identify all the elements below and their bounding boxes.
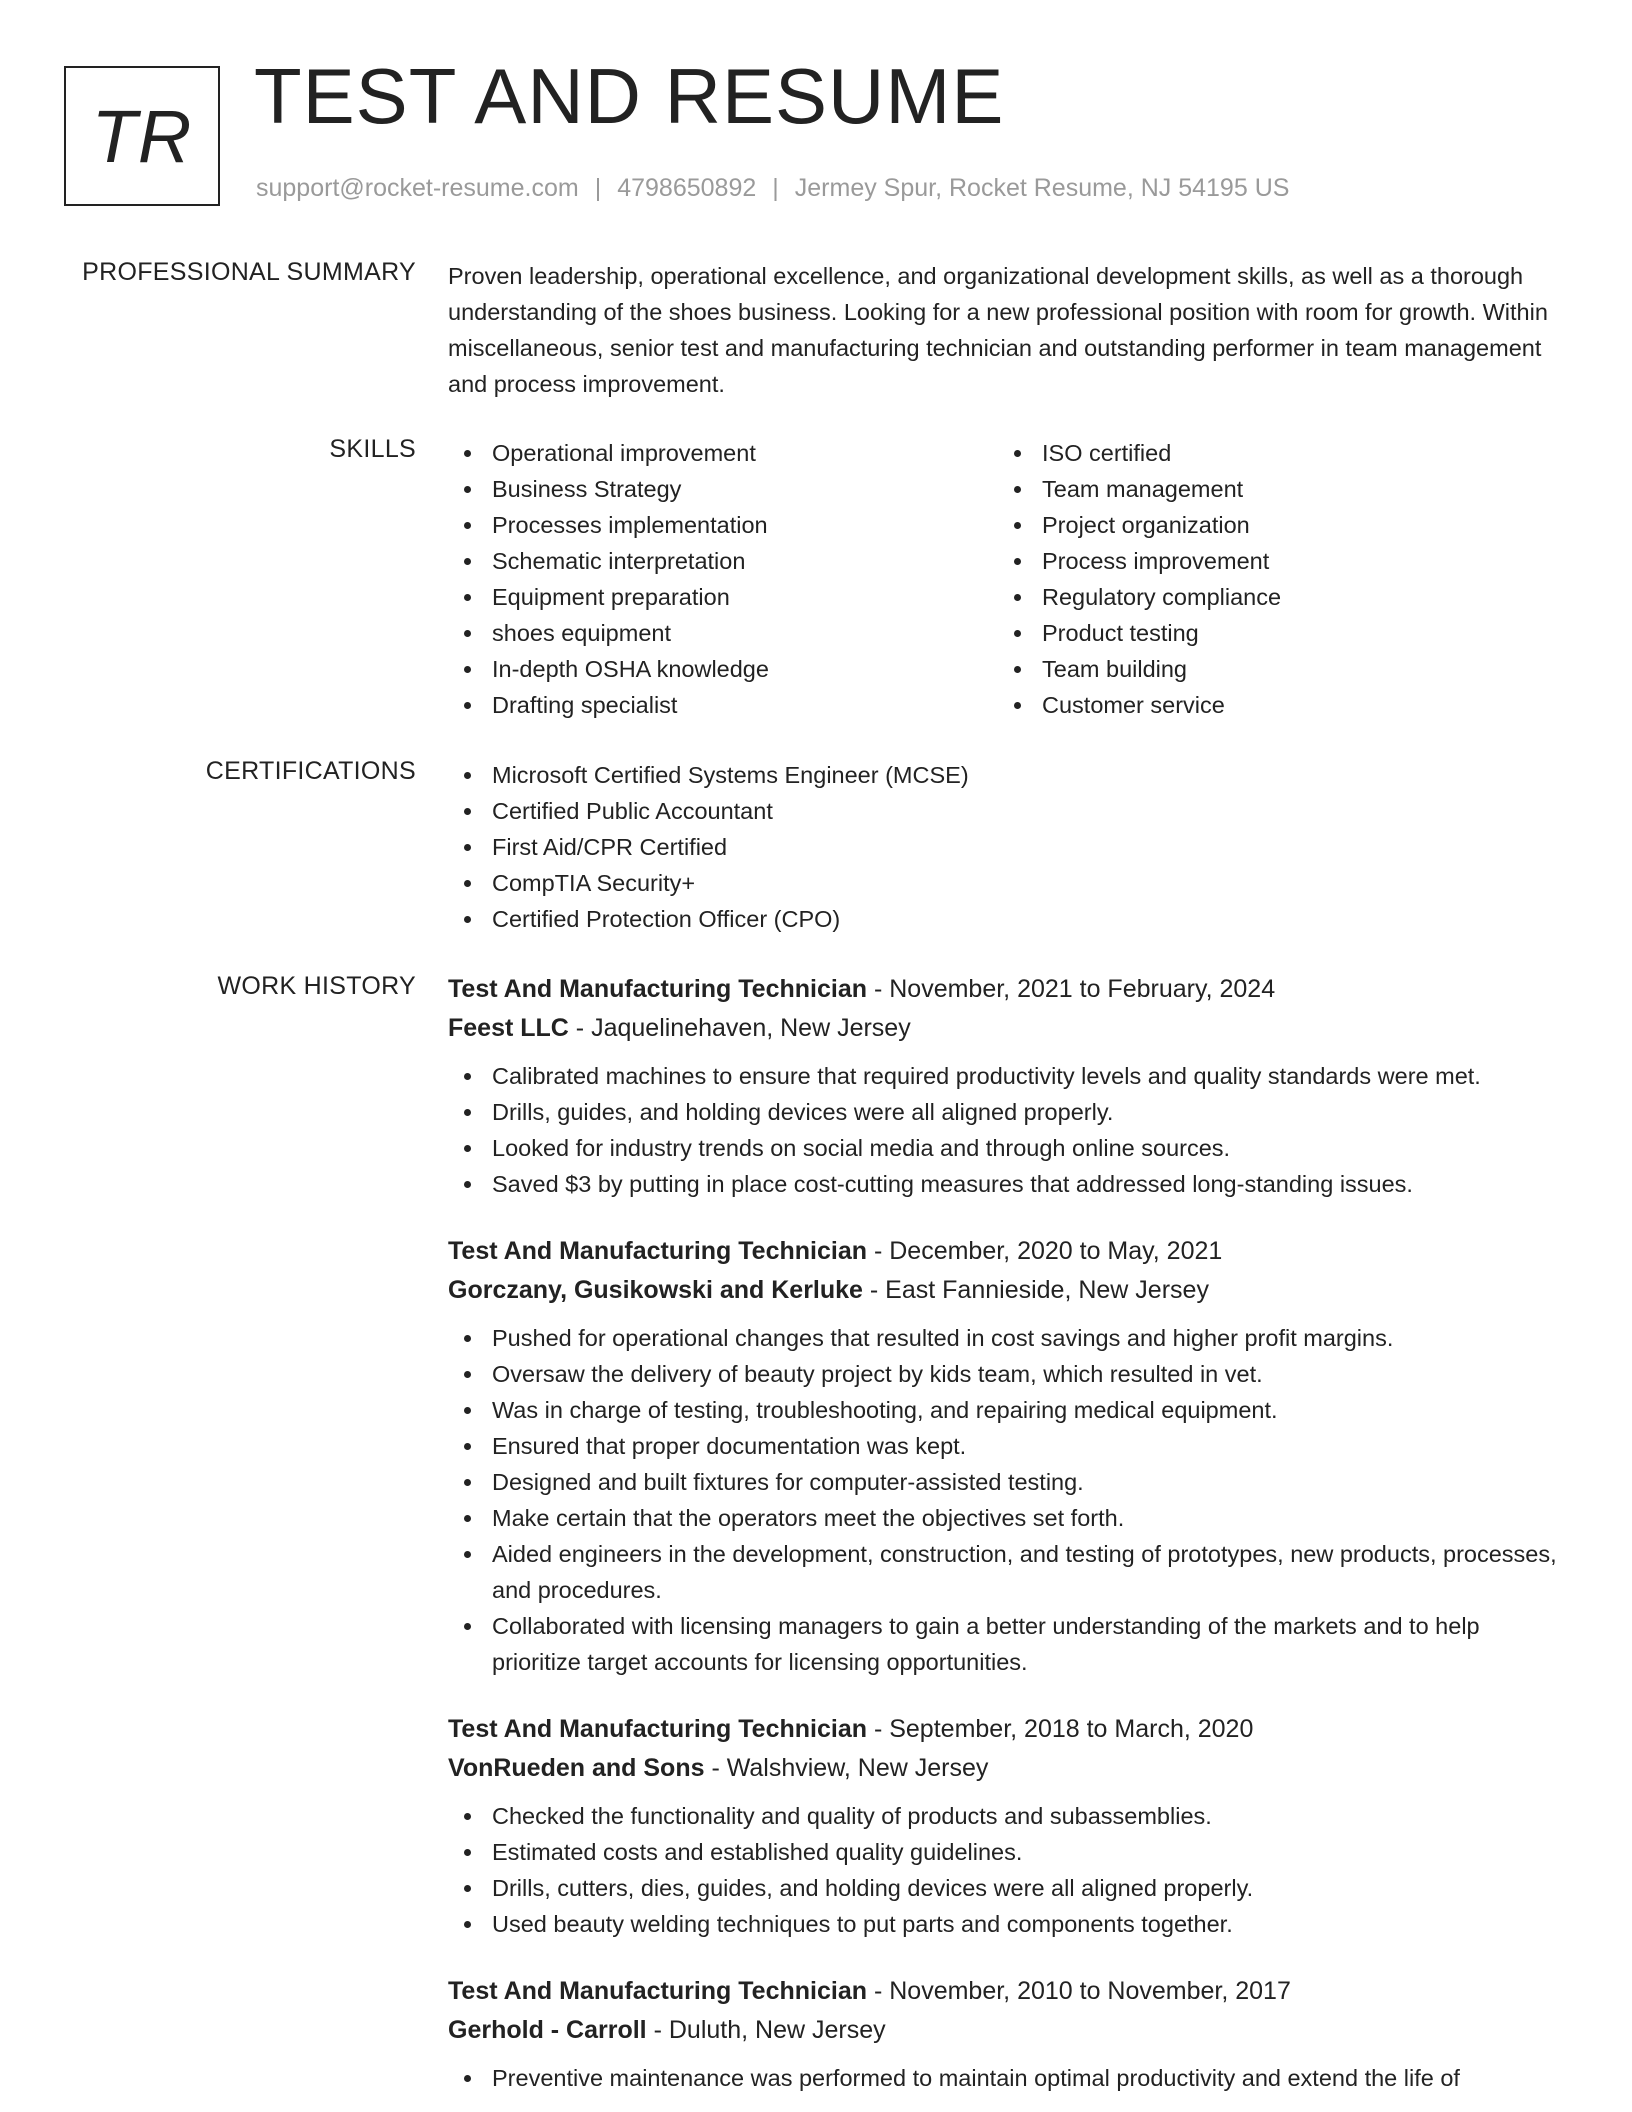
- job-dates: - November, 2010 to November, 2017: [867, 1977, 1291, 2005]
- bullet-dot: [464, 666, 471, 673]
- job-dates: - December, 2020 to May, 2021: [867, 1237, 1223, 1265]
- job-title-line: [448, 970, 1566, 1009]
- bullet-dot: [464, 1109, 471, 1116]
- summary-heading: PROFESSIONAL SUMMARY: [82, 258, 416, 286]
- bullet-dot: [1014, 702, 1021, 709]
- bullet-dot: [464, 1407, 471, 1414]
- skill-item: [998, 687, 1548, 723]
- job-duty-text: Estimated costs and established quality guidelines.: [492, 1839, 1023, 1865]
- job-duty: [448, 1166, 1566, 1202]
- job-duty: [448, 1392, 1566, 1428]
- job-entry: [448, 970, 1566, 1202]
- certifications-list: [448, 757, 1566, 937]
- bullet-dot: [464, 1443, 471, 1450]
- job-entry: [448, 1232, 1566, 1680]
- job-duty: [448, 1464, 1566, 1500]
- certification-item: [448, 793, 1566, 829]
- skills-body: [448, 435, 1566, 723]
- job-dates: - November, 2021 to February, 2024: [867, 975, 1276, 1003]
- job-duty-text: Make certain that the operators meet the objectives set forth.: [492, 1505, 1125, 1531]
- job-title: Test And Manufacturing Technician: [448, 975, 868, 1003]
- candidate-name: TEST AND RESUME: [254, 52, 1005, 140]
- skill-item-text: Schematic interpretation: [492, 548, 746, 574]
- skill-item-text: In-depth OSHA knowledge: [492, 656, 769, 682]
- job-location: - Walshview, New Jersey: [704, 1754, 989, 1782]
- certification-item-text: Certified Protection Officer (CPO): [492, 906, 841, 932]
- skill-item-text: Process improvement: [1042, 548, 1270, 574]
- job-title: Test And Manufacturing Technician: [448, 1977, 868, 2005]
- summary-text: Proven leadership, operational excellence, and organizational development skills, as well as a thorough understanding of the shoes business. Looking for a new professional position with room for growth. Within miscellaneous, senior test and manufacturing technician and outstanding performer in team management and process improvement.: [448, 263, 1548, 397]
- certification-item-text: Certified Public Accountant: [492, 798, 773, 824]
- job-location: - East Fannieside, New Jersey: [862, 1276, 1209, 1304]
- skill-item: [998, 579, 1548, 615]
- certifications-body: [448, 757, 1566, 937]
- job-title: Test And Manufacturing Technician: [448, 1237, 868, 1265]
- skill-item-text: Operational improvement: [492, 440, 756, 466]
- job-duty: [448, 1536, 1566, 1608]
- job-duty-text: Drills, cutters, dies, guides, and holding devices were all aligned properly.: [492, 1875, 1254, 1901]
- bullet-dot: [1014, 522, 1021, 529]
- bullet-dot: [464, 1551, 471, 1558]
- bullet-dot: [464, 594, 471, 601]
- bullet-dot: [1014, 558, 1021, 565]
- job-duty-text: Designed and built fixtures for computer-assisted testing.: [492, 1469, 1084, 1495]
- job-duty-text: Saved $3 by putting in place cost-cutting measures that addressed long-standing issues.: [492, 1171, 1413, 1197]
- contact-phone: 4798650892: [617, 174, 757, 202]
- bullet-dot: [464, 808, 471, 815]
- job-duty-text: Drills, guides, and holding devices were all aligned properly.: [492, 1099, 1114, 1125]
- certification-item: [448, 757, 1566, 793]
- skills-heading: SKILLS: [329, 435, 416, 463]
- contact-address: Jermey Spur, Rocket Resume, NJ 54195 US: [794, 174, 1290, 202]
- job-duty: [448, 1130, 1566, 1166]
- bullet-dot: [464, 1885, 471, 1892]
- skill-item-text: Business Strategy: [492, 476, 682, 502]
- job-duty-text: Ensured that proper documentation was kept.: [492, 1433, 967, 1459]
- work-history-body: [448, 970, 1566, 2112]
- job-duty-text: Pushed for operational changes that resulted in cost savings and higher profit margins.: [492, 1325, 1394, 1351]
- bullet-dot: [464, 1371, 471, 1378]
- skill-item: [998, 651, 1548, 687]
- job-title-line: [448, 1710, 1566, 1749]
- bullet-dot: [464, 1145, 471, 1152]
- skills-columns: [448, 435, 1566, 723]
- job-company: VonRueden and Sons: [448, 1754, 705, 1782]
- job-duties-list: [448, 1320, 1566, 1680]
- certification-item-text: Microsoft Certified Systems Engineer (MCSE): [492, 762, 969, 788]
- certification-item: [448, 865, 1566, 901]
- skill-item: [448, 543, 998, 579]
- job-location: - Duluth, New Jersey: [646, 2016, 886, 2044]
- skill-item: [998, 471, 1548, 507]
- job-duty-text: Was in charge of testing, troubleshooting, and repairing medical equipment.: [492, 1397, 1278, 1423]
- skill-item-text: Drafting specialist: [492, 692, 678, 718]
- bullet-dot: [464, 2075, 471, 2082]
- skill-item: [448, 687, 998, 723]
- job-duty-text: Used beauty welding techniques to put parts and components together.: [492, 1911, 1233, 1937]
- job-duty-text: Preventive maintenance was performed to maintain optimal productivity and extend the life of: [492, 2065, 1460, 2091]
- job-duty: [448, 1058, 1566, 1094]
- job-duty: [448, 1500, 1566, 1536]
- bullet-dot: [464, 630, 471, 637]
- skill-item: [998, 615, 1548, 651]
- job-duty-text: Calibrated machines to ensure that required productivity levels and quality standards were met.: [492, 1063, 1481, 1089]
- job-company-line: [448, 1749, 1566, 1788]
- job-company: Gorczany, Gusikowski and Kerluke: [448, 1276, 863, 1304]
- bullet-dot: [464, 772, 471, 779]
- bullet-dot: [1014, 486, 1021, 493]
- skill-item: [448, 507, 998, 543]
- certifications-heading: CERTIFICATIONS: [205, 757, 416, 785]
- job-company: Gerhold - Carroll: [448, 2016, 647, 2044]
- bullet-dot: [464, 1921, 471, 1928]
- skill-item-text: Regulatory compliance: [1042, 584, 1282, 610]
- skill-item-text: Product testing: [1042, 620, 1199, 646]
- certification-item-text: First Aid/CPR Certified: [492, 834, 728, 860]
- bullet-dot: [1014, 594, 1021, 601]
- bullet-dot: [464, 1515, 471, 1522]
- job-duty-text: Checked the functionality and quality of products and subassemblies.: [492, 1803, 1212, 1829]
- skills-list-left: [448, 435, 998, 723]
- job-duty-text: Collaborated with licensing managers to gain a better understanding of the markets and to help prioritize target accounts for licensing opportunities.: [492, 1613, 1480, 1675]
- skill-item-text: Team building: [1042, 656, 1188, 682]
- bullet-dot: [464, 880, 471, 887]
- certification-item: [448, 901, 1566, 937]
- contact-separator: |: [772, 174, 779, 202]
- bullet-dot: [464, 1073, 471, 1080]
- skill-item-text: shoes equipment: [492, 620, 671, 646]
- job-duty: [448, 1094, 1566, 1130]
- bullet-dot: [464, 450, 471, 457]
- job-title: Test And Manufacturing Technician: [448, 1715, 868, 1743]
- monogram-initials: TR: [91, 94, 193, 178]
- job-duty: [448, 1798, 1566, 1834]
- monogram-badge: [64, 66, 220, 206]
- job-duty-text: Oversaw the delivery of beauty project by kids team, which resulted in vet.: [492, 1361, 1263, 1387]
- skill-item: [448, 615, 998, 651]
- summary-body: [448, 258, 1566, 402]
- bullet-dot: [1014, 666, 1021, 673]
- job-duty-text: Aided engineers in the development, construction, and testing of prototypes, new products, processes, and procedures.: [492, 1541, 1557, 1603]
- bullet-dot: [464, 522, 471, 529]
- bullet-dot: [1014, 450, 1021, 457]
- job-dates: - September, 2018 to March, 2020: [867, 1715, 1254, 1743]
- skill-item: [998, 543, 1548, 579]
- contact-separator: |: [594, 174, 602, 202]
- job-duties-list: [448, 1058, 1566, 1202]
- job-company-line: [448, 2011, 1566, 2050]
- job-company: Feest LLC: [448, 1014, 569, 1042]
- job-duty: [448, 1608, 1566, 1680]
- contact-email: support@rocket-resume.com: [256, 174, 579, 202]
- skill-item: [448, 471, 998, 507]
- bullet-dot: [464, 702, 471, 709]
- bullet-dot: [464, 1479, 471, 1486]
- bullet-dot: [1014, 630, 1021, 637]
- job-duty: [448, 1834, 1566, 1870]
- skills-list-right: [998, 435, 1548, 723]
- job-duty: [448, 1906, 1566, 1942]
- bullet-dot: [464, 1623, 471, 1630]
- job-company-line: [448, 1271, 1566, 1310]
- bullet-dot: [464, 1181, 471, 1188]
- skill-item-text: Equipment preparation: [492, 584, 730, 610]
- skill-item-text: Team management: [1042, 476, 1244, 502]
- bullet-dot: [464, 916, 471, 923]
- skill-item-text: ISO certified: [1042, 440, 1172, 466]
- bullet-dot: [464, 486, 471, 493]
- bullet-dot: [464, 1813, 471, 1820]
- skill-item: [448, 651, 998, 687]
- certification-item-text: CompTIA Security+: [492, 870, 696, 896]
- job-duty: [448, 1320, 1566, 1356]
- bullet-dot: [464, 1849, 471, 1856]
- job-duty-text: Looked for industry trends on social media and through online sources.: [492, 1135, 1231, 1161]
- work-history-heading: WORK HISTORY: [217, 972, 416, 1000]
- bullet-dot: [464, 844, 471, 851]
- skill-item-text: Customer service: [1042, 692, 1225, 718]
- bullet-dot: [464, 1335, 471, 1342]
- job-location: - Jaquelinehaven, New Jersey: [568, 1014, 911, 1042]
- skill-item: [998, 507, 1548, 543]
- job-duties-list: [448, 2060, 1566, 2096]
- job-entry: [448, 1710, 1566, 1942]
- skill-item-text: Project organization: [1042, 512, 1250, 538]
- job-duty: [448, 1870, 1566, 1906]
- certification-item: [448, 829, 1566, 865]
- skill-item: [448, 579, 998, 615]
- skill-item-text: Processes implementation: [492, 512, 768, 538]
- contact-line: [256, 174, 1289, 203]
- bullet-dot: [464, 558, 471, 565]
- job-duty: [448, 1428, 1566, 1464]
- job-duty: [448, 2060, 1566, 2096]
- job-title-line: [448, 1232, 1566, 1271]
- job-duty: [448, 1356, 1566, 1392]
- skill-item: [448, 435, 998, 471]
- job-title-line: [448, 1972, 1566, 2011]
- skill-item: [998, 435, 1548, 471]
- job-entry: [448, 1972, 1566, 2096]
- job-duties-list: [448, 1798, 1566, 1942]
- job-company-line: [448, 1009, 1566, 1048]
